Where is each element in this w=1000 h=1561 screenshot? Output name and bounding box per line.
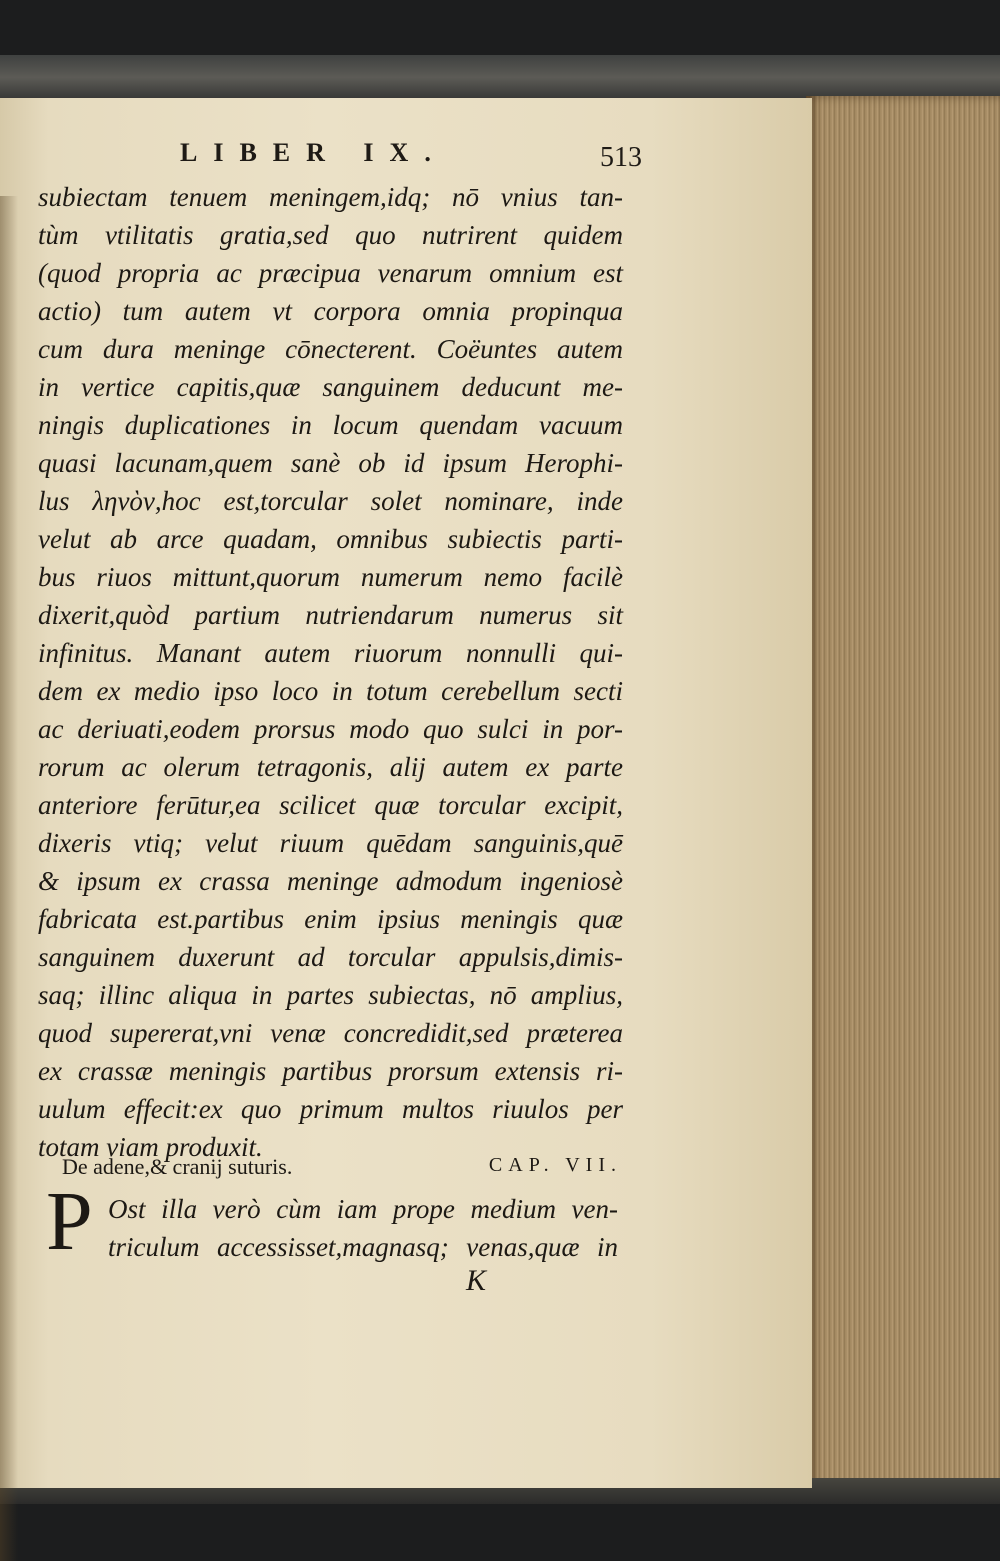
text-line: & ipsum ex crassa meninge admodum ingeniosè [38, 866, 623, 896]
text-line: actio) tum autem vt corpora omnia propinqua [38, 296, 623, 326]
body-text [38, 178, 623, 1166]
text-line: infinitus. Manant autem riuorum nonnulli qui- [38, 638, 623, 668]
drop-initial: P [46, 1175, 93, 1268]
text-line: ningis duplicationes in locum quendam vacuum [38, 410, 623, 440]
text-line: ex crassæ meningis partibus prorsum extensis ri- [38, 1056, 623, 1086]
chapter-text [108, 1190, 618, 1266]
text-line: lus ληνὸν,hoc est,torcular solet nominare, inde [38, 486, 623, 516]
text-line: dem ex medio ipso loco in totum cerebellum secti [38, 676, 623, 706]
text-line: fabricata est.partibus enim ipsius meningis quæ [38, 904, 623, 934]
text-line: velut ab arce quadam, omnibus subiectis parti- [38, 524, 623, 554]
text-line: quasi lacunam,quem sanè ob id ipsum Herophi- [38, 448, 623, 478]
text-line: quod supererat,vni venæ concredidit,sed præterea [38, 1018, 623, 1048]
text-line: totam viam produxit. [38, 1132, 263, 1162]
text-line: saq; illinc aliqua in partes subiectas, nō amplius, [38, 980, 623, 1010]
text-line: triculum accessisset,magnasq; venas,quæ in [108, 1232, 618, 1262]
chapter-title: De adene,& cranij suturis. [62, 1154, 293, 1179]
text-line: rorum ac olerum tetragonis, alij autem ex parte [38, 752, 623, 782]
text-line: ac deriuati,eodem prorsus modo quo sulci in por- [38, 714, 623, 744]
page-block-edge [806, 96, 1000, 1492]
text-line: dixeris vtiq; velut riuum quēdam sanguinis,quē [38, 828, 623, 858]
text-line: uulum effecit:ex quo primum multos riuulos per [38, 1094, 623, 1124]
page-number: 513 [600, 142, 642, 173]
running-head: LIBER IX. [180, 138, 447, 167]
text-line: tùm vtilitatis gratia,sed quo nutrirent quidem [38, 220, 623, 250]
gutter-shadow [0, 196, 18, 1561]
text-line: dixerit,quòd partium nutriendarum numerus sit [38, 600, 623, 630]
signature-mark: K [466, 1264, 487, 1297]
text-line: in vertice capitis,quæ sanguinem deducunt me- [38, 372, 623, 402]
text-line: bus riuos mittunt,quorum numerum nemo facilè [38, 562, 623, 592]
chapter-heading [62, 1154, 622, 1180]
text-line: subiectam tenuem meningem,idq; nō vnius tan- [38, 182, 623, 212]
text-line: sanguinem duxerunt ad torcular appulsis,dimis- [38, 942, 623, 972]
text-line: cum dura meninge cōnecterent. Coëuntes autem [38, 334, 623, 364]
text-line: anteriore ferūtur,ea scilicet quæ torcular excipit, [38, 790, 623, 820]
chapter-number: CAP. VII. [488, 1154, 622, 1176]
text-line: Ost illa verò cùm iam prope medium ven- [108, 1194, 618, 1224]
text-line: (quod propria ac præcipua venarum omnium est [38, 258, 623, 288]
